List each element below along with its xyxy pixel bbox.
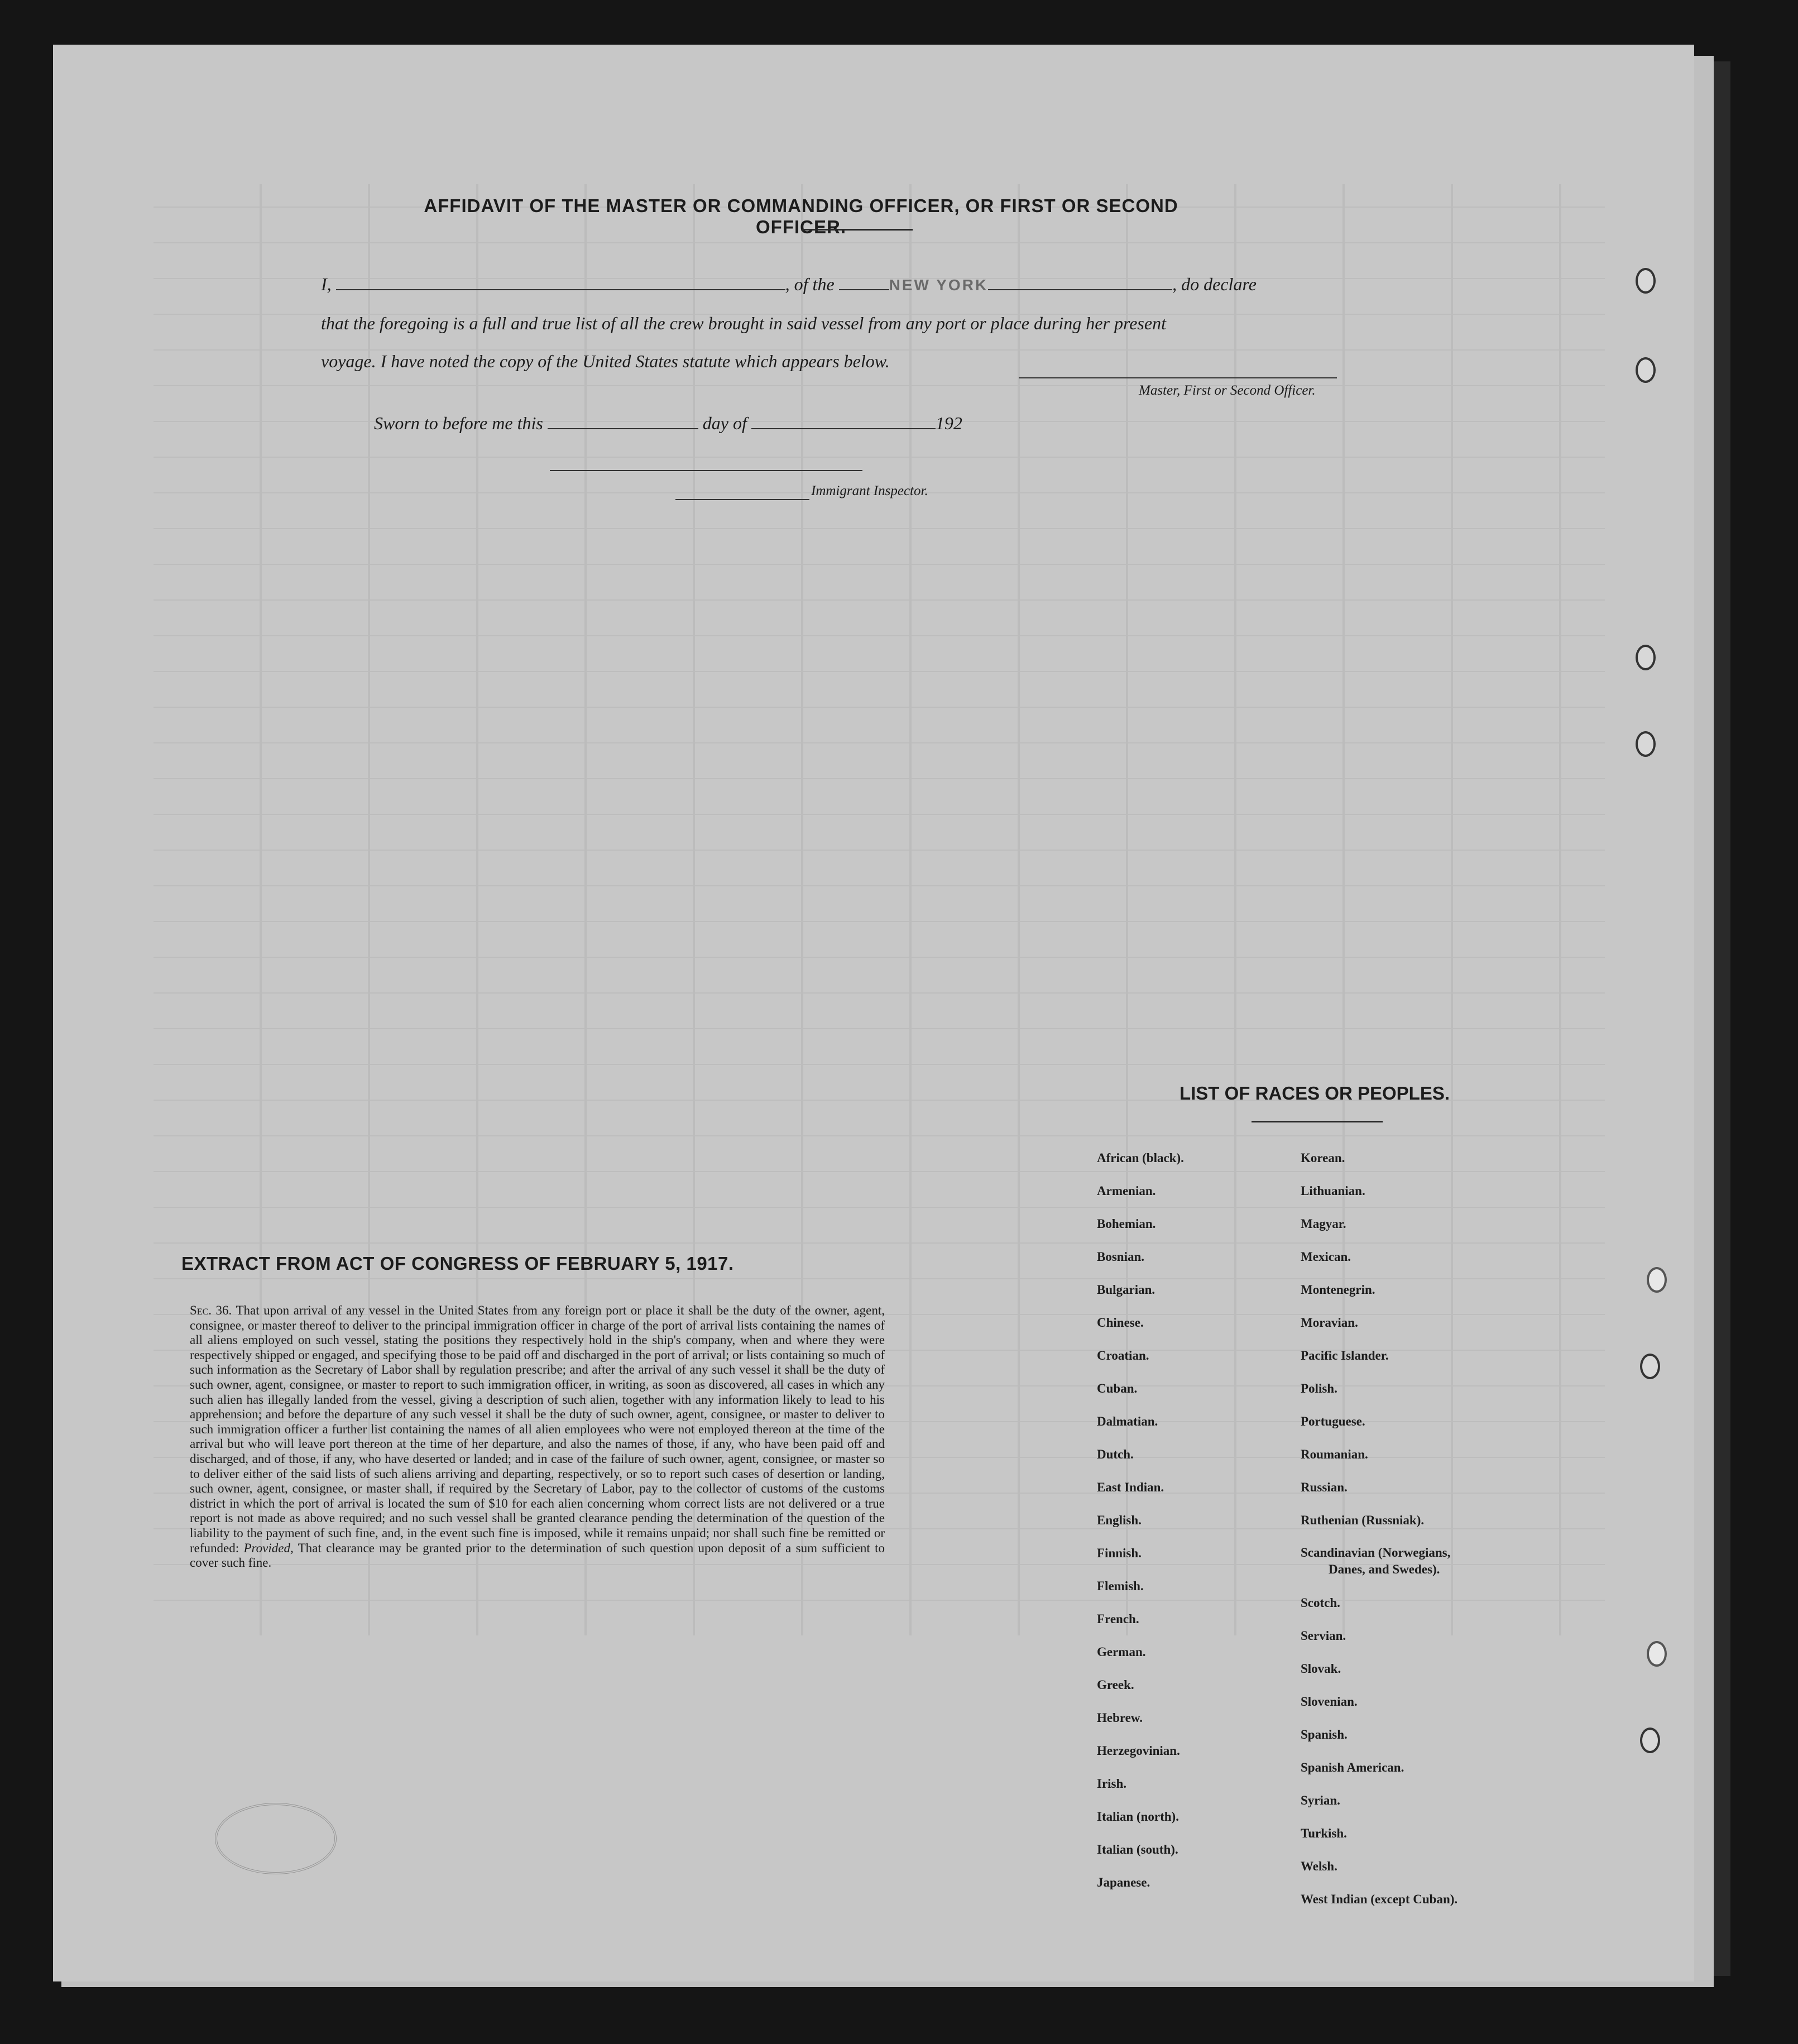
- affidavit-declaration: [321, 265, 1437, 380]
- race-item: Lithuanian.: [1301, 1184, 1365, 1198]
- punch-hole: [1636, 357, 1656, 383]
- race-item: Korean.: [1301, 1151, 1345, 1165]
- race-item: Portuguese.: [1301, 1414, 1365, 1428]
- punch-hole: [1640, 1354, 1660, 1379]
- declaration-line-1: [321, 265, 1437, 304]
- race-item: Greek.: [1097, 1678, 1134, 1692]
- inspector-caption: Immigrant Inspector.: [811, 483, 928, 498]
- race-item: Chinese.: [1097, 1316, 1144, 1330]
- extract-proviso-text: That clearance may be granted prior to the determination of such question upon deposit of a sum sufficient to cover such fine.: [190, 1541, 885, 1570]
- race-item: East Indian.: [1097, 1480, 1164, 1494]
- sworn-month-line: [751, 428, 936, 429]
- inspector-signature-line: [550, 470, 862, 471]
- race-item: Bulgarian.: [1097, 1283, 1155, 1297]
- race-item: Moravian.: [1301, 1316, 1358, 1330]
- manifest-page: [53, 45, 1694, 1981]
- race-item: Hebrew.: [1097, 1711, 1143, 1725]
- affidavit-heading: AFFIDAVIT OF THE MASTER OR COMMANDING OFFICER, OR FIRST OR SECOND OFFICER.: [424, 195, 1178, 237]
- race-item: Slovenian.: [1301, 1695, 1358, 1709]
- race-item: Bosnian.: [1097, 1250, 1145, 1264]
- race-item: Russian.: [1301, 1480, 1348, 1494]
- inspector-name-line: [675, 499, 809, 500]
- extract-section-text: That upon arrival of any vessel in the United States from any foreign port or place it shall be the duty of the owner, agent, consignee, or master thereof to deliver to the principal immigration officer in charge of the port of arrival lists containing the names of all aliens employed on such vessel, stating the positions they respectively hold in the ship's company, when and where they were respectively shipped or engaged, and specifying those to be paid off and discharged in the port of arrival; or lists containing so much of such information as the Secretary of Labor shall by regulation prescribe; and after the arrival of any such vessel it shall be the duty of such owner, agent, consignee, or master to report to such immigration officer, in writing, as soon as discovered, all cases in which any such alien has illegally landed from the vessel, giving a description of such alien, together with any information likely to lead to his apprehension; and before the departure of any such vessel it shall be the duty of such owner, agent, consignee, or master to deliver to such immigration officer a further list containing the names of all alien employees who were not employed thereon at the time of the arrival but who will leave port thereon at the time of her departure, and also the names of those, if any, who have been paid off and discharged, and of those, if any, who have deserted or landed; and in case of the failure of such owner, agent, consignee, or master so to deliver either of the said lists of such aliens arriving and departing, respectively, or so to report such cases of desertion or landing, such owner, agent, consignee, or master shall, if required by the Secretary of Labor, pay to the collector of customs of the customs district in which the port of arrival is located the sum of $10 for each alien concerning whom correct lists are not delivered or a true report is not made as above required; and no such vessel shall be granted clearance pending the determination of the question of the liability to the payment of such fine, and, in the event such fine is imposed, while it remains unpaid; nor shall such fine be remitted or refunded:: [190, 1303, 885, 1555]
- race-item: African (black).: [1097, 1151, 1184, 1165]
- punch-hole: [1640, 1728, 1660, 1753]
- race-item: Finnish.: [1097, 1546, 1142, 1560]
- punch-hole: [1636, 645, 1656, 670]
- race-item: Slovak.: [1301, 1662, 1341, 1676]
- race-item: Herzegovinian.: [1097, 1744, 1180, 1758]
- punch-hole: [1636, 268, 1656, 294]
- race-item: Turkish.: [1301, 1826, 1347, 1840]
- declaration-line-2: that the foregoing is a full and true list of all the crew brought in said vessel from any port or place during her present: [321, 313, 1166, 333]
- race-item: Polish.: [1301, 1381, 1337, 1395]
- races-title-rule: [1252, 1121, 1383, 1122]
- race-item: Croatian.: [1097, 1349, 1149, 1362]
- race-item: Dutch.: [1097, 1447, 1134, 1461]
- race-item: Pacific Islander.: [1301, 1349, 1389, 1362]
- races-title: LIST OF RACES OR PEOPLES.: [1179, 1083, 1450, 1103]
- extract-body: [190, 1303, 885, 1571]
- sworn-year: 192: [935, 413, 962, 433]
- sworn-prefix: Sworn to before me this: [374, 413, 543, 433]
- race-item: Spanish.: [1301, 1728, 1348, 1741]
- officer-signature-line: [1019, 377, 1337, 378]
- race-item: Dalmatian.: [1097, 1414, 1158, 1428]
- sworn-day-line: [548, 428, 698, 429]
- heading-rule: [801, 229, 913, 231]
- officer-caption: Master, First or Second Officer.: [1139, 383, 1316, 398]
- race-item-continuation: Danes, and Swedes).: [1329, 1562, 1440, 1576]
- race-item: Armenian.: [1097, 1184, 1156, 1198]
- race-item: Flemish.: [1097, 1579, 1144, 1593]
- faint-stamp-mark: [215, 1803, 337, 1874]
- vessel-line-start: [839, 289, 889, 290]
- sworn-statement: [374, 413, 962, 434]
- extract-title: EXTRACT FROM ACT OF CONGRESS OF FEBRUARY 5, 1917.: [181, 1253, 734, 1274]
- races-right-column: [1301, 1141, 1457, 1916]
- race-item: Roumanian.: [1301, 1447, 1368, 1461]
- race-item: Bohemian.: [1097, 1217, 1156, 1231]
- race-item: Syrian.: [1301, 1793, 1340, 1807]
- race-item: Japanese.: [1097, 1875, 1150, 1889]
- officer-name-line: [336, 289, 785, 290]
- race-item: West Indian (except Cuban).: [1301, 1892, 1458, 1906]
- race-item: Cuban.: [1097, 1381, 1138, 1395]
- punch-hole: [1647, 1267, 1667, 1293]
- race-item: Italian (south).: [1097, 1843, 1178, 1856]
- race-item: Scandinavian (Norwegians,: [1301, 1546, 1451, 1560]
- race-item: Ruthenian (Russniak).: [1301, 1513, 1425, 1527]
- race-item: Mexican.: [1301, 1250, 1351, 1264]
- race-item: Servian.: [1301, 1629, 1346, 1643]
- extract-section-number: Sec. 36.: [190, 1303, 232, 1317]
- vessel-name-stamp: NEW YORK: [889, 276, 989, 294]
- race-item: German.: [1097, 1645, 1146, 1659]
- race-item: Montenegrin.: [1301, 1283, 1375, 1297]
- declaration-of-the: , of the: [785, 274, 835, 294]
- punch-hole: [1647, 1641, 1667, 1667]
- race-item: Welsh.: [1301, 1859, 1337, 1873]
- declaration-line-3: voyage. I have noted the copy of the United States statute which appears below.: [321, 351, 890, 371]
- race-item: Magyar.: [1301, 1217, 1346, 1231]
- race-item: English.: [1097, 1513, 1142, 1527]
- extract-proviso-word: Provided,: [243, 1541, 294, 1555]
- race-item: Spanish American.: [1301, 1760, 1404, 1774]
- races-left-column: [1097, 1141, 1184, 1899]
- race-item: French.: [1097, 1612, 1139, 1626]
- declaration-suffix: , do declare: [1172, 274, 1257, 294]
- race-item: Italian (north).: [1097, 1810, 1179, 1824]
- declaration-prefix: I,: [321, 274, 332, 294]
- race-item: Scotch.: [1301, 1596, 1340, 1610]
- punch-hole: [1636, 731, 1656, 757]
- race-item: Irish.: [1097, 1777, 1127, 1791]
- sworn-day-of: day of: [702, 413, 747, 433]
- vessel-line-end: [988, 289, 1172, 290]
